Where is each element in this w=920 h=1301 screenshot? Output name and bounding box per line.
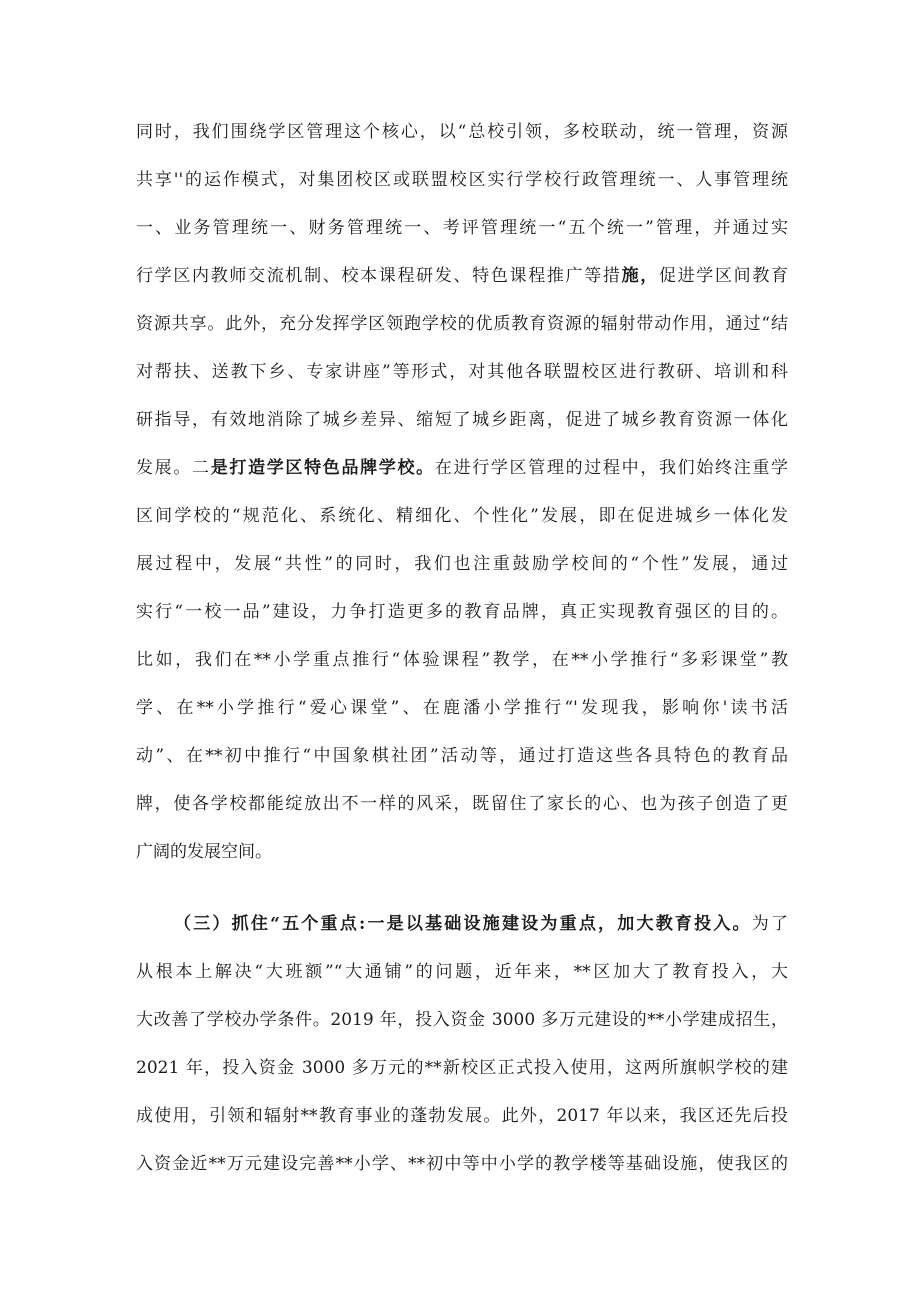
paragraph-line: 研指导，有效地消除了城乡差异、缩短了城乡距离，促进了城乡教育资源一体化 [136, 410, 788, 430]
paragraph-line: 一、业务管理统一、财务管理统一、考评管理统一“五个统一”管理，并通过实 [136, 218, 788, 238]
paragraph-line: 对帮扶、送教下乡、专家讲座”等形式，对其他各联盟校区进行教研、培训和科 [136, 362, 788, 382]
paragraph-line: 动”、在**初中推行“中国象棋社团”活动等，通过打造这些各具特色的教育品 [136, 746, 788, 766]
paragraph-line: 比如，我们在**小学重点推行“体验课程”教学，在**小学推行“多彩课堂”教 [136, 650, 788, 670]
paragraph-line: 区间学校的“规范化、系统化、精细化、个性化”发展，即在促进城乡一体化发 [136, 506, 788, 526]
paragraph-line: 共享''的运作模式，对集团校区或联盟校区实行学校行政管理统一、人事管理统 [136, 170, 788, 190]
bold-heading: 是打造学区特色品牌学校。 [210, 458, 435, 478]
paragraph-line: 广阔的发展空间。 [136, 842, 272, 862]
paragraph-line: 牌，使各学校都能绽放出不一样的风采，既留住了家长的心、也为孩子创造了更 [136, 794, 788, 814]
paragraph-line: 学、在**小学推行“爱心课堂”、在鹿潘小学推行“'发现我，影响你'读书活 [136, 698, 788, 718]
paragraph-line: 从根本上解决“大班额”“大通铺”的问题，近年来，**区加大了教育投入，大 [136, 962, 788, 982]
paragraph-line: 实行“一校一品”建设，力争打造更多的教育品牌，真正实现教育强区的目的。 [136, 602, 788, 622]
paragraph-line: 2021 年，投入资金 3000 多万元的**新校区正式投入使用，这两所旗帜学校的建 [136, 1058, 788, 1078]
bold-text: 施， [621, 266, 659, 286]
paragraph-line: 大改善了学校办学条件。2019 年，投入资金 3000 多万元建设的**小学建成招生， [136, 1010, 788, 1030]
paragraph-line: 行学区内教师交流机制、校本课程研发、特色课程推广等措施，促进学区间教育 [136, 266, 789, 286]
paragraph-line: 成使用，引领和辐射**教育事业的蓬勃发展。此外，2017 年以来，我区还先后投 [136, 1106, 788, 1126]
paragraph-line: 发展。二是打造学区特色品牌学校。在进行学区管理的过程中，我们始终注重学 [136, 458, 789, 478]
paragraph-line: （三）抓住“五个重点:一是以基础设施建设为重点，加大教育投入。为了 [174, 914, 788, 934]
section-heading: （三）抓住“五个重点:一是以基础设施建设为重点，加大教育投入。 [174, 914, 752, 934]
paragraph-line: 入资金近**万元建设完善**小学、**初中等中小学的教学楼等基础设施，使我区的 [136, 1154, 788, 1174]
paragraph-line: 展过程中，发展“共性”的同时，我们也注重鼓励学校间的“个性”发展，通过 [136, 554, 788, 574]
paragraph-line: 资源共享。此外，充分发挥学区领跑学校的优质教育资源的辐射带动作用，通过“结 [136, 314, 788, 334]
paragraph-line: 同时，我们围绕学区管理这个核心，以“总校引领，多校联动，统一管理，资源 [136, 122, 788, 142]
